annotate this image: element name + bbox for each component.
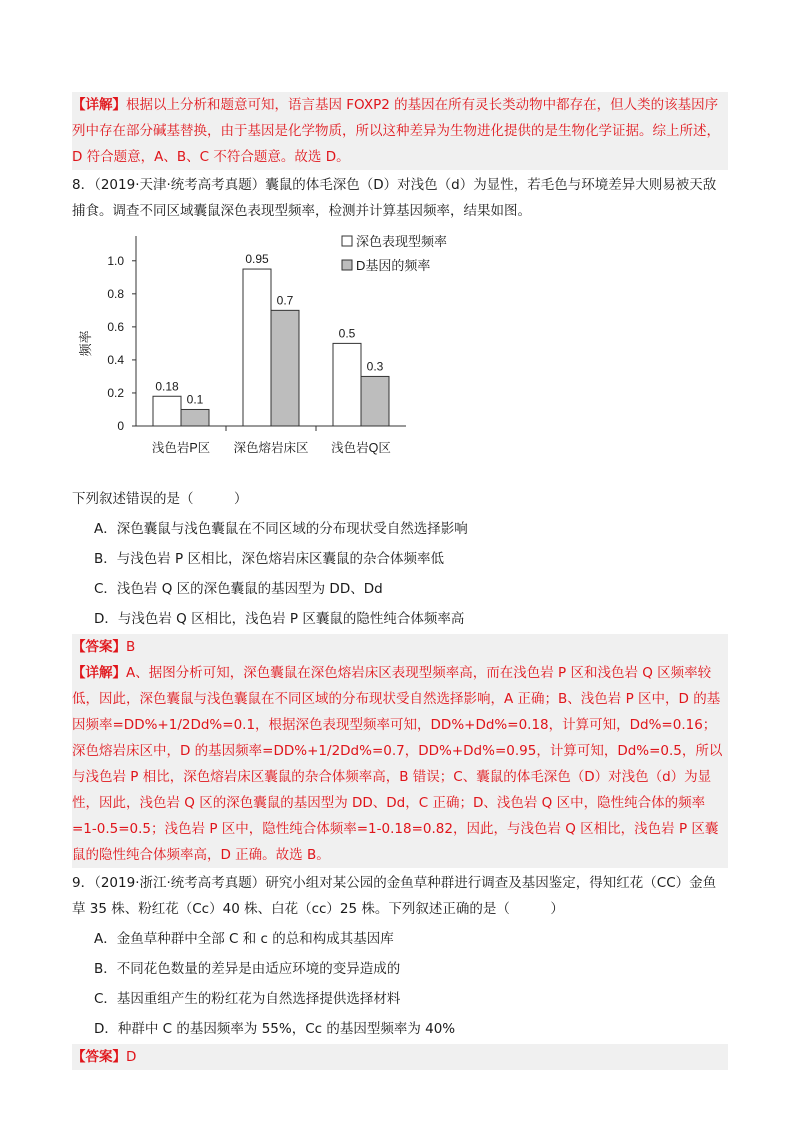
bar: [333, 343, 361, 426]
data-label: 0.18: [155, 379, 179, 394]
detail-block-7: [72, 92, 728, 170]
data-label: 0.7: [276, 293, 294, 308]
answer-value: D: [126, 1049, 137, 1065]
detail-tag: 【详解】: [72, 665, 126, 681]
legend-label: D基因的频率: [356, 258, 431, 273]
data-label: 0.95: [245, 252, 269, 267]
q8-option-d: D．与浅色岩 Q 区相比，浅色岩 P 区囊鼠的隐性纯合体频率高: [94, 611, 465, 627]
y-tick-label: 0: [117, 419, 124, 433]
category-label: 浅色岩P区: [151, 441, 211, 455]
q9-answer: [72, 1044, 728, 1070]
q9-option-c: C．基因重组产生的粉红花为自然选择提供选择材料: [94, 991, 401, 1007]
bar: [181, 409, 209, 426]
answer-tag: 【答案】: [72, 639, 126, 655]
bar-chart: [72, 230, 728, 486]
category-label: 浅色岩Q区: [331, 441, 391, 455]
q8-option-a: A．深色囊鼠与浅色囊鼠在不同区域的分布现状受自然选择影响: [94, 521, 468, 537]
answer-value: B: [126, 639, 136, 655]
q8-detail: [72, 660, 728, 868]
y-tick-label: 0.4: [107, 352, 124, 367]
y-axis-title: 频率: [78, 330, 93, 357]
data-label: 0.1: [186, 392, 204, 407]
answer-tag: 【答案】: [72, 1049, 126, 1065]
data-label: 0.3: [366, 359, 384, 374]
chart-svg: [72, 230, 492, 486]
y-tick-label: 1.0: [107, 253, 124, 268]
y-tick-label: 0.6: [107, 319, 124, 334]
bar: [243, 269, 271, 426]
question-8-stem: 8．（2019·天津·统考高考真题）囊鼠的体毛深色（D）对浅色（d）为显性，若毛色与环境差异大则易被天敌捕食。调查不同区域囊鼠深色表现型频率，检测并计算基因频率，结果如图。: [72, 177, 717, 219]
detail-text: 根据以上分析和题意可知，语言基因 FOXP2 的基因在所有灵长类动物中都存在，但人类的该基因序列中存在部分碱基替换，由于基因是化学物质，所以这种差异为生物进化提供的是生物化学证据。综上所述，D 符合题意，A、B、C 不符合题意。故选 D。: [72, 97, 720, 165]
q8-option-b: B．与浅色岩 P 区相比，深色熔岩床区囊鼠的杂合体频率低: [94, 551, 444, 567]
legend-swatch: [342, 260, 352, 270]
bar: [271, 310, 299, 426]
category-label: 深色熔岩床区: [233, 441, 309, 455]
q9-option-a: A．金鱼草种群中全部 C 和 c 的总和构成其基因库: [94, 931, 394, 947]
question-9-stem: 9．（2019·浙江·统考高考真题）研究小组对某公园的金鱼草种群进行调查及基因鉴定，得知红花（CC）金鱼草 35 株、粉红花（Cc）40 株、白花（cc）25 株。下列叙述正确的是（ ）: [72, 875, 717, 917]
data-label: 0.5: [338, 326, 356, 341]
y-tick-label: 0.8: [107, 286, 124, 301]
detail-text: A、据图分析可知，深色囊鼠在深色熔岩床区表现型频率高，而在浅色岩 P 区和浅色岩 Q 区频率较低，因此，深色囊鼠与浅色囊鼠在不同区域的分布现状受自然选择影响，A 正确；B、浅色岩 P 区中，D 的基因频率=DD%+1/2Dd%=0.1，根据深色表现型频率可知，DD%+Dd%=0.18，计算可知，Dd%=0.16；深色熔岩床区中，D 的基因频率=DD%+1/2Dd%=0.7，DD%+Dd%=0.95，计算可知，Dd%=0.5，所以与浅色岩 P 相比，深色熔岩床区囊鼠的杂合体频率高，B 错误；C、囊鼠的体毛深色（D）对浅色（d）为显性，因此，浅色岩 Q 区的深色囊鼠的基因型为 DD、Dd，C 正确；D、浅色岩 Q 区中，隐性纯合体的频率=1-0.5=0.5；浅色岩 P 区中，隐性纯合体频率=1-0.18=0.82，因此，与浅色岩 Q 区相比，浅色岩 P 区囊鼠的隐性纯合体频率高，D 正确。故选 B。: [72, 665, 723, 863]
q9-option-d: D．种群中 C 的基因频率为 55%，Cc 的基因型频率为 40%: [94, 1021, 456, 1037]
legend-swatch: [342, 236, 352, 246]
page: [72, 92, 728, 1070]
bar: [361, 376, 389, 426]
bar: [153, 396, 181, 426]
legend-label: 深色表现型频率: [356, 234, 448, 249]
y-tick-label: 0.2: [107, 385, 124, 400]
detail-tag: 【详解】: [72, 97, 126, 113]
q8-option-c: C．浅色岩 Q 区的深色囊鼠的基因型为 DD、Dd: [94, 581, 383, 597]
q8-answer: [72, 634, 728, 660]
question-8-prompt: 下列叙述错误的是（ ）: [72, 491, 248, 507]
q9-option-b: B．不同花色数量的差异是由适应环境的变异造成的: [94, 961, 401, 977]
